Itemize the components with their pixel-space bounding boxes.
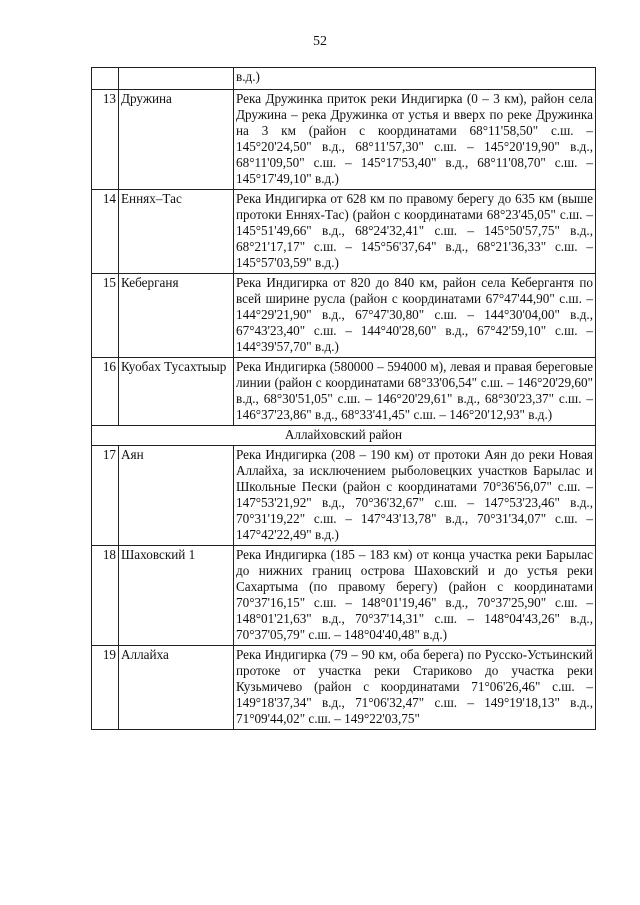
area-description: Река Индигирка от 628 км по правому берегу до 635 км (выше протоки Еннях-Тас) (район с координатами 68°23'45,05" с.ш. – 145°51'49,66" в.д., 68°24'32,41" с.ш. – 145°50'57,75" в.д., 68°21'17,17" с.ш. – 145°56'37,64" в.д., 68°21'36,33" с.ш. – 145°57'03,59" в.д.): [234, 190, 596, 274]
area-description: Река Индигирка от 820 до 840 км, район села Кебергантя по всей ширине русла (район с координатами 67°47'44,90" с.ш. – 144°29'21,90" в.д., 67°47'30,80" с.ш. – 144°30'04,00" в.д., 67°43'23,40" с.ш. – 144°40'28,60" в.д., 67°42'59,10" с.ш. – 144°39'57,70" в.д.): [234, 274, 596, 358]
table-row: [92, 546, 596, 646]
table-row: [92, 90, 596, 190]
area-name: Аллайха: [119, 646, 234, 730]
area-name: [119, 68, 234, 90]
fishing-areas-table: [91, 67, 596, 730]
row-number: 19: [92, 646, 119, 730]
area-name: Шаховский 1: [119, 546, 234, 646]
area-name: Дружина: [119, 90, 234, 190]
area-name: Аян: [119, 446, 234, 546]
area-description: Река Дружинка приток реки Индигирка (0 – 3 км), район села Дружина – река Дружинка от устья и вверх по реке Дружинка на 3 км (район с координатами 68°11'58,50" с.ш. – 145°20'24,50" в.д., 68°11'57,30" с.ш. – 145°20'19,90" в.д., 68°11'09,50" с.ш. – 145°17'53,40" в.д., 68°11'08,70" с.ш. – 145°17'49,10" в.д.): [234, 90, 596, 190]
area-name: Еннях–Тас: [119, 190, 234, 274]
section-heading: Аллайховский район: [92, 426, 596, 446]
area-description: Река Индигирка (79 – 90 км, оба берега) по Русско-Устьинский протоке от участка реки Стариково до участка реки Кузьмичево (район с координатами 71°06'26,46" с.ш. – 149°18'37,34" в.д., 71°06'32,47" с.ш. – 149°19'18,13" в.д., 71°09'44,02" с.ш. – 149°22'03,75": [234, 646, 596, 730]
row-number: 18: [92, 546, 119, 646]
area-name: Кеберганя: [119, 274, 234, 358]
table-row: [92, 646, 596, 730]
row-number: 13: [92, 90, 119, 190]
table-row: [92, 446, 596, 546]
row-number: 15: [92, 274, 119, 358]
area-description: Река Индигирка (185 – 183 км) от конца участка реки Барылас до нижних границ острова Шаховский и до устья реки Сахартыма (по правому берегу) (район с координатами 70°37'16,15" с.ш. – 148°01'19,46" в.д., 70°37'25,90" с.ш. – 148°01'21,63" в.д., 70°37'14,31" с.ш. – 148°04'43,26" в.д., 70°37'05,79" с.ш. – 148°04'40,48" в.д.): [234, 546, 596, 646]
table-row: [92, 358, 596, 426]
row-number: [92, 68, 119, 90]
row-number: 17: [92, 446, 119, 546]
table-row: [92, 274, 596, 358]
table-row-continuation: [92, 68, 596, 90]
area-description: Река Индигирка (580000 – 594000 м), левая и правая береговые линии (район с координатами 68°33'06,54" с.ш. – 146°20'29,60" в.д., 68°30'51,05" с.ш. – 146°20'29,61" в.д., 68°30'23,37" с.ш. – 146°37'23,86" в.д., 68°33'41,45" с.ш. – 146°20'12,93" в.д.): [234, 358, 596, 426]
area-description: в.д.): [234, 68, 596, 90]
area-name: Куобах Тусахтыыр: [119, 358, 234, 426]
section-row: [92, 426, 596, 446]
row-number: 14: [92, 190, 119, 274]
row-number: 16: [92, 358, 119, 426]
area-description: Река Индигирка (208 – 190 км) от протоки Аян до реки Новая Аллайха, за исключением рыболовецких участков Барылас и Школьные Пески (район с координатами 70°36'56,07" с.ш. – 147°53'21,92" в.д., 70°36'32,67" с.ш. – 147°53'23,46" в.д., 70°31'19,22" с.ш. – 147°43'13,78" в.д., 70°31'34,07" с.ш. – 147°42'22,49" в.д.): [234, 446, 596, 546]
page-number: 52: [313, 34, 327, 49]
table-row: [92, 190, 596, 274]
